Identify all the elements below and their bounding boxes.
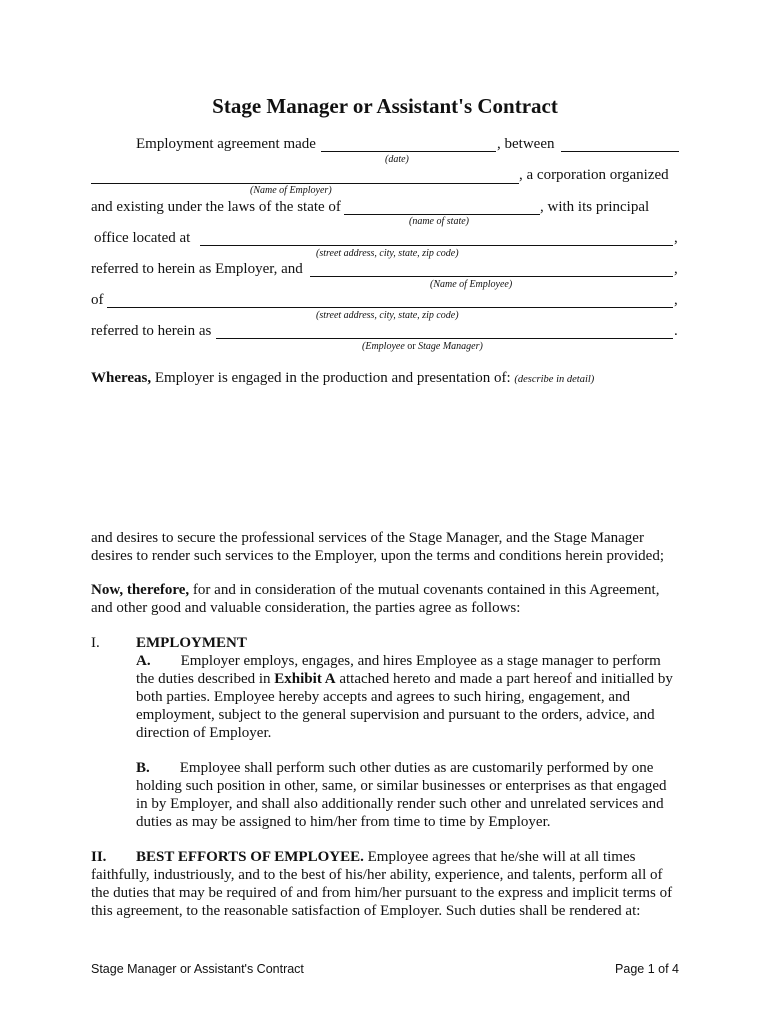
office-address-field[interactable] xyxy=(200,245,673,246)
section-2-line-3: the duties that may be required of and from him/her pursuant to the express and implicit terms of xyxy=(91,885,673,901)
date-field[interactable] xyxy=(321,151,496,152)
period-text: . xyxy=(674,323,678,339)
section-1a-line-1: A. Employer employs, engages, and hires Employee as a stage manager to perform xyxy=(136,653,661,669)
section-1a-line-3: both parties. Employee hereby accepts and agrees to such hiring, engagement, and xyxy=(136,689,630,705)
referred-employer-text: referred to herein as Employer, and xyxy=(91,261,303,277)
section-1a-line-5: direction of Employer. xyxy=(136,725,272,741)
between-text: , between xyxy=(497,136,555,152)
address-caption-2: (street address, city, state, zip code) xyxy=(316,310,459,321)
section-1-number: I. xyxy=(91,635,100,651)
existing-text: and existing under the laws of the state of xyxy=(91,199,341,215)
employee-caption: (Name of Employee) xyxy=(430,279,513,290)
state-caption: (name of state) xyxy=(409,216,469,227)
role-caption: (Employee or Stage Manager) xyxy=(362,341,483,352)
referred-as-text: referred to herein as xyxy=(91,323,212,339)
page-number: Page 1 of 4 xyxy=(615,962,679,976)
section-1-heading: EMPLOYMENT xyxy=(136,635,247,651)
section-1b-line-1: B. Employee shall perform such other duties as are customarily performed by one xyxy=(136,760,654,776)
employee-name-field[interactable] xyxy=(310,276,673,277)
state-field[interactable] xyxy=(344,214,540,215)
document-title: Stage Manager or Assistant's Contract xyxy=(212,94,558,118)
section-1a-line-4: employment, subject to the general supervision and pursuant to the orders, advice, and xyxy=(136,707,655,723)
section-2-line-1: BEST EFFORTS OF EMPLOYEE. Employee agrees that he/she will at all times xyxy=(136,849,636,865)
employer-caption: (Name of Employer) xyxy=(250,185,332,196)
principal-text: , with its principal xyxy=(540,199,650,215)
party-field[interactable] xyxy=(561,151,679,152)
footer-title: Stage Manager or Assistant's Contract xyxy=(91,962,304,976)
now-therefore-line-1: Now, therefore, for and in consideration of the mutual covenants contained in this Agreement, xyxy=(91,582,660,598)
now-therefore-line-2: and other good and valuable consideration, the parties agree as follows: xyxy=(91,600,521,616)
office-text: office located at xyxy=(94,230,191,246)
section-1b-line-3: in by Employer, and shall also additionally render such other and unrelated services and xyxy=(136,796,664,812)
section-2-number: II. xyxy=(91,849,107,865)
of-text: of xyxy=(91,292,104,308)
comma-2: , xyxy=(674,261,678,277)
comma-3: , xyxy=(674,292,678,308)
section-1b-line-4: duties as may be assigned to him/her from time to time by Employer. xyxy=(136,814,551,830)
section-1a-line-2: the duties described in Exhibit A attached hereto and made a part hereof and initialled by xyxy=(136,671,673,687)
date-caption: (date) xyxy=(385,154,409,165)
employment-made-text: Employment agreement made xyxy=(136,136,316,152)
employee-address-field[interactable] xyxy=(107,307,673,308)
whereas-clause: Whereas, Employer is engaged in the production and presentation of: (describe in detail) xyxy=(91,370,595,386)
desires-line-2: desires to render such services to the Employer, upon the terms and conditions herein provided; xyxy=(91,548,664,564)
role-field[interactable] xyxy=(216,338,673,339)
section-2-line-4: this agreement, to the reasonable satisfaction of Employer. Such duties shall be rendered at: xyxy=(91,903,641,919)
corporation-text: , a corporation organized xyxy=(519,167,669,183)
address-caption-1: (street address, city, state, zip code) xyxy=(316,248,459,259)
section-1b-line-2: holding such position in other, same, or similar businesses or enterprises as that engaged xyxy=(136,778,667,794)
employer-name-field[interactable] xyxy=(91,183,519,184)
comma-1: , xyxy=(674,230,678,246)
desires-line-1: and desires to secure the professional services of the Stage Manager, and the Stage Manager xyxy=(91,530,644,546)
section-2-line-2: faithfully, industriously, and to the best of his/her ability, experience, and talents, perform all of xyxy=(91,867,663,883)
